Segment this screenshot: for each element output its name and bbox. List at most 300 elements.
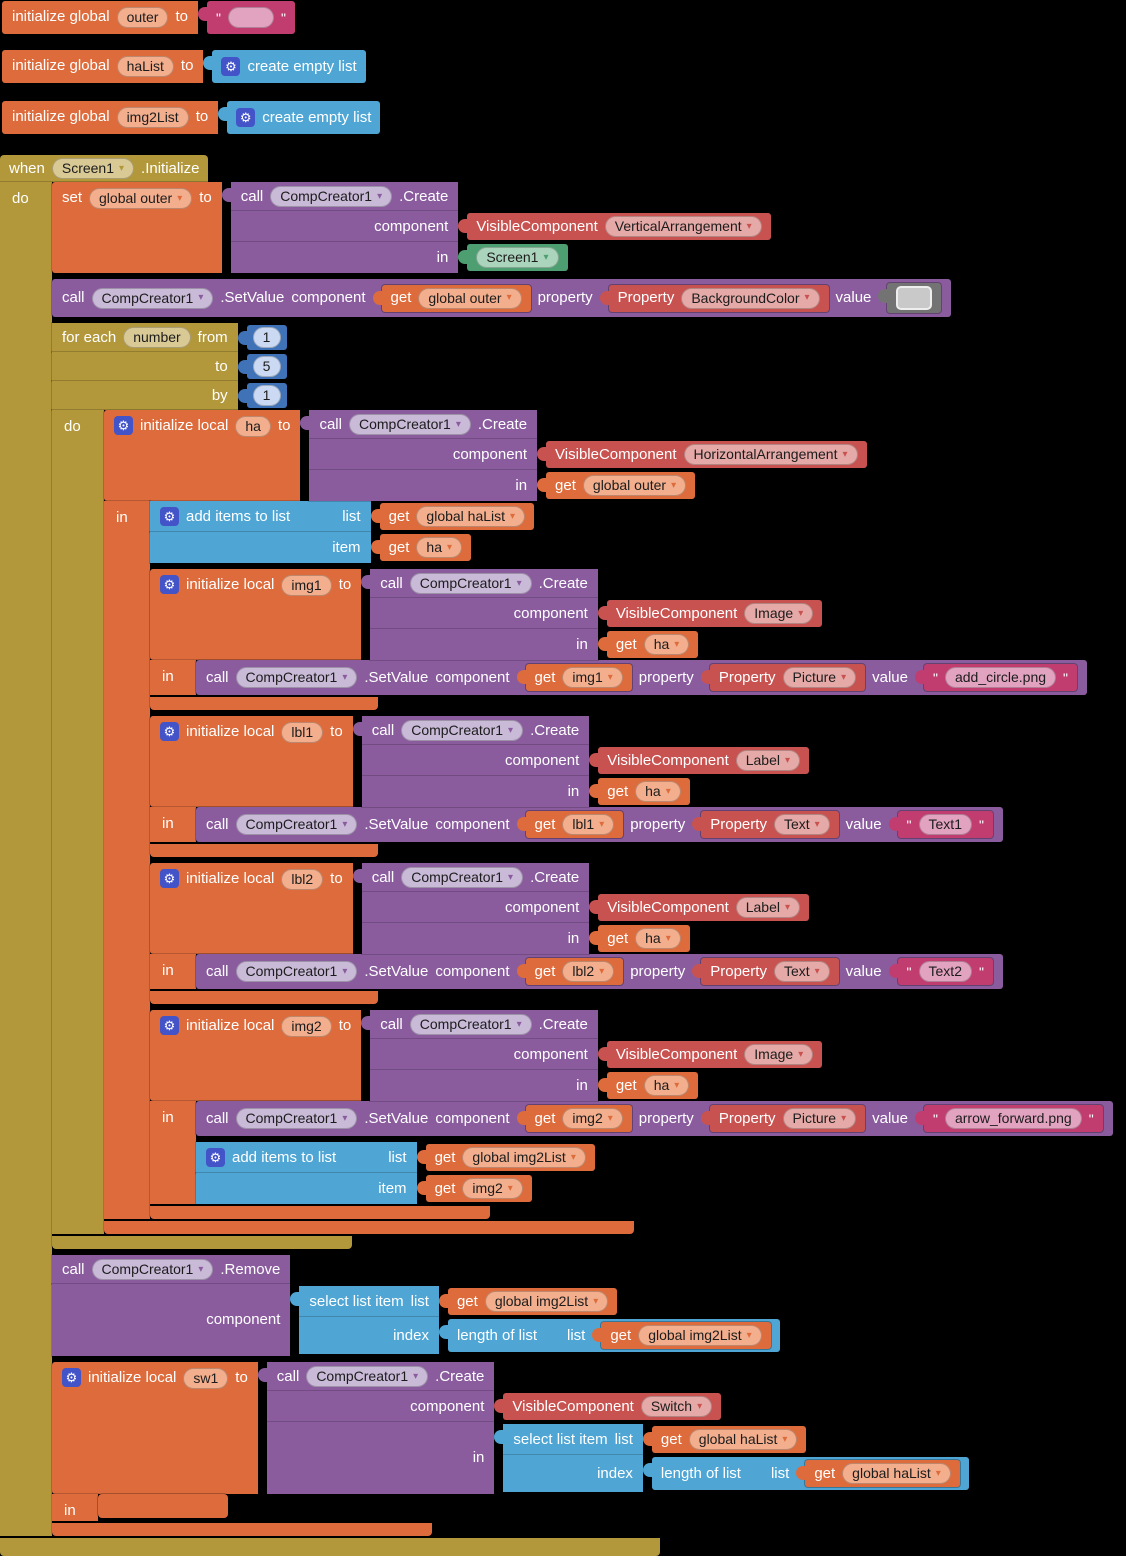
get-variable-block[interactable] bbox=[426, 1144, 595, 1171]
block-label: to bbox=[195, 108, 209, 125]
call-create-block[interactable] bbox=[362, 863, 809, 954]
arg-label: component bbox=[206, 1311, 281, 1328]
arg-label: list bbox=[388, 1148, 407, 1166]
statement-stack bbox=[98, 1494, 228, 1518]
block-label: to bbox=[338, 1017, 352, 1034]
get-variable-block[interactable] bbox=[526, 811, 624, 838]
variable-dropdown[interactable]: lbl1 ▾ bbox=[562, 814, 614, 835]
mutator-gear-icon[interactable]: ⚙ bbox=[160, 507, 179, 526]
component-dropdown[interactable]: CompCreator1 ▾ bbox=[349, 414, 471, 435]
value-socket bbox=[878, 283, 941, 313]
dropdown-arrow-icon: ▾ bbox=[377, 190, 383, 202]
dropdown-arrow-icon: ▾ bbox=[607, 671, 613, 683]
call-setvalue-block[interactable] bbox=[196, 954, 1003, 989]
arg-label: list bbox=[614, 1430, 633, 1448]
value-socket bbox=[290, 1286, 779, 1354]
value-socket bbox=[589, 925, 689, 952]
method-label: .SetValue bbox=[220, 289, 285, 306]
local-name-field[interactable]: img2 bbox=[281, 1016, 331, 1037]
local-name-field[interactable]: sw1 bbox=[183, 1368, 228, 1389]
get-variable-block[interactable] bbox=[382, 285, 531, 312]
block-label: get bbox=[615, 1076, 637, 1094]
get-variable-block[interactable] bbox=[607, 1072, 698, 1099]
block-label: get bbox=[434, 1179, 456, 1197]
variable-dropdown[interactable]: lbl2 ▾ bbox=[562, 961, 614, 982]
empty-statement-socket[interactable] bbox=[98, 1494, 228, 1518]
get-variable-block[interactable] bbox=[652, 1426, 807, 1453]
variable-dropdown[interactable]: ha ▾ bbox=[644, 1075, 690, 1096]
arg-label: list bbox=[342, 507, 361, 525]
dropdown-arrow-icon: ▾ bbox=[785, 754, 791, 766]
dropdown-arrow-icon: ▾ bbox=[455, 418, 461, 430]
arg-label: component bbox=[291, 289, 366, 306]
arg-label: list bbox=[410, 1292, 429, 1310]
block-label: get bbox=[388, 507, 410, 525]
mutator-gear-icon[interactable]: ⚙ bbox=[236, 108, 255, 127]
initialize-global-block[interactable] bbox=[2, 50, 366, 83]
variable-dropdown[interactable]: global outer ▾ bbox=[583, 475, 686, 496]
arg-label: component bbox=[435, 962, 510, 980]
dropdown-arrow-icon: ▾ bbox=[814, 818, 820, 830]
dropdown-arrow-icon: ▾ bbox=[785, 901, 791, 913]
dropdown-arrow-icon: ▾ bbox=[782, 1433, 788, 1445]
local-name-field[interactable]: ha bbox=[235, 416, 271, 437]
local-name-field[interactable]: lbl2 bbox=[281, 869, 323, 890]
value-socket bbox=[517, 1105, 632, 1132]
block-label: get bbox=[534, 815, 556, 833]
section-label-text: in bbox=[116, 509, 128, 526]
dropdown-arrow-icon: ▾ bbox=[516, 1018, 522, 1030]
value-socket bbox=[218, 101, 380, 134]
value-socket bbox=[517, 664, 632, 691]
local-name-field[interactable]: lbl1 bbox=[281, 722, 323, 743]
component-type-dropdown[interactable]: Image ▾ bbox=[744, 603, 813, 624]
block-label: initialize local bbox=[140, 417, 229, 434]
text-string-block[interactable] bbox=[207, 1, 295, 34]
initialize-local-block[interactable] bbox=[104, 410, 1113, 1234]
variable-dropdown[interactable]: img2 ▾ bbox=[562, 1108, 622, 1129]
variable-dropdown[interactable]: global img2List ▾ bbox=[638, 1325, 761, 1346]
dropdown-arrow-icon: ▾ bbox=[570, 1151, 576, 1163]
get-variable-block[interactable] bbox=[526, 958, 624, 985]
value-socket bbox=[361, 569, 822, 660]
call-create-block[interactable] bbox=[267, 1362, 969, 1494]
mutator-gear-icon[interactable]: ⚙ bbox=[160, 1016, 179, 1035]
initialize-local-block[interactable] bbox=[52, 1362, 969, 1536]
method-label: .SetValue bbox=[364, 962, 429, 980]
call-create-block[interactable] bbox=[370, 1010, 822, 1101]
get-variable-block[interactable] bbox=[601, 1322, 770, 1349]
text-string-block[interactable] bbox=[898, 958, 993, 985]
arg-label: in bbox=[576, 635, 588, 653]
property-block[interactable] bbox=[710, 664, 865, 691]
arg-label: component bbox=[435, 1109, 510, 1127]
component-type-dropdown[interactable]: Label ▾ bbox=[736, 750, 800, 771]
block-label: get bbox=[607, 929, 629, 947]
block-label: call bbox=[380, 574, 403, 592]
number-field[interactable]: 1 bbox=[253, 327, 281, 348]
dropdown-arrow-icon: ▾ bbox=[671, 479, 677, 491]
value-socket bbox=[203, 50, 365, 83]
when-header[interactable] bbox=[0, 155, 208, 182]
value-socket bbox=[373, 285, 531, 312]
get-variable-block[interactable] bbox=[598, 925, 689, 952]
property-dropdown[interactable]: Text ▾ bbox=[774, 961, 830, 982]
component-dropdown[interactable]: CompCreator1 ▾ bbox=[270, 186, 392, 207]
block-label: Property bbox=[718, 1109, 776, 1127]
length-of-list-block[interactable] bbox=[652, 1457, 969, 1490]
length-of-list-block[interactable] bbox=[448, 1319, 780, 1352]
number-field[interactable]: 5 bbox=[253, 356, 281, 377]
block-label: VisibleComponent bbox=[512, 1397, 634, 1415]
text-value-field[interactable]: Text1 bbox=[919, 814, 972, 835]
component-dropdown[interactable]: CompCreator1 ▾ bbox=[306, 1366, 428, 1387]
text-string-block[interactable] bbox=[924, 664, 1077, 691]
get-variable-block[interactable] bbox=[805, 1460, 960, 1487]
dropdown-arrow-icon: ▾ bbox=[798, 607, 804, 619]
loop-variable-field[interactable]: number bbox=[123, 327, 190, 348]
value-socket bbox=[300, 410, 866, 501]
variable-dropdown[interactable]: img1 ▾ bbox=[562, 667, 622, 688]
dropdown-arrow-icon: ▾ bbox=[413, 1370, 419, 1382]
get-variable-block[interactable] bbox=[546, 472, 695, 499]
create-empty-list-block[interactable] bbox=[227, 101, 380, 134]
dropdown-arrow-icon: ▾ bbox=[508, 724, 514, 736]
number-block[interactable] bbox=[247, 383, 287, 408]
component-type-dropdown[interactable]: Label ▾ bbox=[736, 897, 800, 918]
component-dropdown[interactable]: CompCreator1 ▾ bbox=[410, 1014, 532, 1035]
property-dropdown[interactable]: Text ▾ bbox=[774, 814, 830, 835]
number-block[interactable] bbox=[247, 325, 287, 350]
variable-dropdown[interactable]: img2 ▾ bbox=[462, 1178, 522, 1199]
block-label: Property bbox=[718, 668, 776, 686]
block-label: initialize global bbox=[12, 8, 110, 25]
variable-dropdown[interactable]: ha ▾ bbox=[635, 928, 681, 949]
variable-dropdown[interactable]: global img2List ▾ bbox=[462, 1147, 585, 1168]
text-value-field[interactable]: arrow_forward.png bbox=[945, 1108, 1082, 1129]
initialize-local-block[interactable] bbox=[150, 1010, 1113, 1219]
component-type-dropdown[interactable]: Switch ▾ bbox=[641, 1396, 712, 1417]
for-each-block[interactable] bbox=[52, 323, 1113, 1249]
dropdown-arrow-icon: ▾ bbox=[607, 1112, 613, 1124]
dropdown-arrow-icon: ▾ bbox=[665, 785, 671, 797]
component-dropdown[interactable]: CompCreator1 ▾ bbox=[236, 667, 358, 688]
arg-label: in bbox=[576, 1076, 588, 1094]
block-footer bbox=[52, 1236, 352, 1249]
block-label: to bbox=[330, 870, 343, 887]
block-label: length of list bbox=[660, 1464, 741, 1482]
arg-label: component bbox=[505, 898, 580, 916]
create-empty-list-label: create empty list bbox=[262, 108, 372, 126]
quote-mark: " bbox=[1063, 669, 1069, 686]
call-setvalue-block[interactable] bbox=[52, 279, 951, 317]
arg-label: component bbox=[513, 1045, 588, 1063]
call-remove-block[interactable] bbox=[52, 1255, 780, 1356]
component-dropdown[interactable]: CompCreator1 ▾ bbox=[401, 867, 523, 888]
visible-component-block[interactable] bbox=[467, 213, 770, 240]
initialize-global-block[interactable] bbox=[2, 101, 380, 134]
value-socket bbox=[537, 472, 695, 499]
get-variable-block[interactable] bbox=[448, 1288, 617, 1315]
block-label: call bbox=[276, 1367, 300, 1385]
mutator-gear-icon[interactable]: ⚙ bbox=[160, 722, 179, 741]
block-label: call bbox=[371, 721, 395, 739]
block-label: Property bbox=[710, 815, 767, 833]
block-label: get bbox=[434, 1148, 456, 1166]
dropdown-arrow-icon: ▾ bbox=[599, 965, 605, 977]
block-label: get bbox=[456, 1292, 478, 1310]
dropdown-arrow-icon: ▾ bbox=[841, 1112, 847, 1124]
text-value-field[interactable]: Text2 bbox=[919, 961, 972, 982]
component-dropdown[interactable]: CompCreator1 ▾ bbox=[92, 1259, 214, 1280]
component-dropdown[interactable]: CompCreator1 ▾ bbox=[236, 814, 358, 835]
value-socket bbox=[598, 1072, 698, 1099]
block-label: VisibleComponent bbox=[607, 898, 729, 916]
block-footer bbox=[150, 697, 378, 710]
local-name-field[interactable]: img1 bbox=[281, 575, 331, 596]
get-variable-block[interactable] bbox=[380, 534, 471, 561]
variable-dropdown[interactable]: ha ▾ bbox=[644, 634, 690, 655]
method-label: .SetValue bbox=[364, 668, 429, 686]
block-footer bbox=[150, 991, 378, 1004]
block-label: call bbox=[206, 815, 229, 833]
value-socket bbox=[494, 1424, 968, 1492]
block-label: get bbox=[534, 668, 556, 686]
arg-label: value bbox=[872, 1109, 908, 1127]
method-label: .Create bbox=[538, 574, 588, 592]
call-setvalue-block[interactable] bbox=[196, 807, 1003, 842]
dropdown-arrow-icon: ▾ bbox=[177, 192, 183, 204]
add-items-to-list-block[interactable] bbox=[196, 1142, 595, 1204]
property-block[interactable] bbox=[710, 1105, 865, 1132]
get-variable-block[interactable] bbox=[426, 1175, 532, 1202]
arg-label: item bbox=[378, 1179, 407, 1197]
mutator-gear-icon[interactable]: ⚙ bbox=[62, 1368, 81, 1387]
value-socket bbox=[592, 1322, 770, 1349]
statement-stack bbox=[104, 410, 1113, 1234]
initialize-local-block[interactable] bbox=[150, 863, 1003, 1004]
select-list-item-block[interactable] bbox=[299, 1286, 779, 1354]
block-label: to bbox=[338, 576, 352, 593]
property-dropdown[interactable]: Picture ▾ bbox=[783, 1108, 857, 1129]
mutator-gear-icon[interactable]: ⚙ bbox=[160, 869, 179, 888]
value-socket bbox=[439, 1288, 617, 1315]
number-block[interactable] bbox=[247, 354, 287, 379]
variable-dropdown[interactable]: global haList ▾ bbox=[689, 1429, 798, 1450]
text-value-field[interactable]: add_circle.png bbox=[945, 667, 1056, 688]
method-label: .Create bbox=[538, 1015, 588, 1033]
component-dropdown[interactable]: CompCreator1 ▾ bbox=[236, 1108, 358, 1129]
set-variable-block[interactable] bbox=[52, 182, 771, 273]
visible-component-block[interactable] bbox=[607, 1041, 822, 1068]
initialize-global-block[interactable] bbox=[2, 1, 295, 34]
call-create-block[interactable] bbox=[231, 182, 771, 273]
call-setvalue-block[interactable] bbox=[196, 660, 1087, 695]
dropdown-arrow-icon: ▾ bbox=[342, 965, 348, 977]
number-field[interactable]: 1 bbox=[253, 385, 281, 406]
dropdown-arrow-icon: ▾ bbox=[198, 1263, 204, 1275]
when-screen-initialize-block[interactable] bbox=[0, 155, 1113, 1556]
block-label: when bbox=[9, 159, 45, 177]
mutator-gear-icon[interactable]: ⚙ bbox=[221, 57, 240, 76]
create-empty-list-block[interactable] bbox=[212, 50, 365, 83]
variable-dropdown[interactable]: global img2List ▾ bbox=[485, 1291, 608, 1312]
arg-label: property bbox=[630, 815, 686, 833]
variable-dropdown[interactable]: ha ▾ bbox=[416, 537, 462, 558]
mutator-gear-icon[interactable]: ⚙ bbox=[206, 1148, 225, 1167]
call-setvalue-block[interactable] bbox=[196, 1101, 1113, 1136]
arg-label: in bbox=[567, 929, 580, 947]
section-label-text: in bbox=[64, 1502, 76, 1519]
block-label: to bbox=[175, 8, 188, 25]
value-socket bbox=[222, 182, 771, 273]
block-label: initialize local bbox=[186, 870, 275, 887]
block-label: initialize local bbox=[88, 1369, 177, 1386]
dropdown-arrow-icon: ▾ bbox=[342, 1112, 348, 1124]
section-label-text: in bbox=[162, 962, 174, 979]
component-dropdown[interactable]: CompCreator1 ▾ bbox=[236, 961, 358, 982]
text-string-block[interactable] bbox=[898, 811, 993, 838]
component-dropdown[interactable]: CompCreator1 ▾ bbox=[401, 720, 523, 741]
screen-dropdown[interactable]: Screen1 ▾ bbox=[52, 158, 134, 179]
visible-component-block[interactable] bbox=[598, 894, 809, 921]
value-socket bbox=[198, 1, 295, 34]
arg-label: index bbox=[597, 1464, 633, 1482]
method-label: .Create bbox=[530, 868, 580, 886]
variable-dropdown[interactable]: global outer ▾ bbox=[89, 188, 192, 209]
block-label: get bbox=[534, 962, 556, 980]
variable-dropdown[interactable]: ha ▾ bbox=[635, 781, 681, 802]
property-block[interactable] bbox=[701, 958, 838, 985]
screen1-component-block[interactable] bbox=[467, 244, 567, 271]
mutator-gear-icon[interactable]: ⚙ bbox=[114, 416, 133, 435]
quote-mark: " bbox=[932, 1110, 938, 1127]
block-label: VisibleComponent bbox=[615, 604, 738, 622]
component-type-dropdown[interactable]: HorizontalArrangement ▾ bbox=[684, 444, 858, 465]
get-variable-block[interactable] bbox=[607, 631, 698, 658]
get-variable-block[interactable] bbox=[526, 1105, 632, 1132]
arg-label: from bbox=[197, 328, 228, 346]
text-string-block[interactable] bbox=[924, 1105, 1103, 1132]
dropdown-arrow-icon: ▾ bbox=[935, 1467, 941, 1479]
value-socket bbox=[458, 213, 770, 240]
visible-component-block[interactable] bbox=[607, 600, 822, 627]
block-label: call bbox=[206, 668, 229, 686]
method-label: .Create bbox=[530, 721, 580, 739]
variable-dropdown[interactable]: global outer ▾ bbox=[418, 288, 521, 309]
arg-label: component bbox=[374, 217, 449, 235]
arg-label: list bbox=[567, 1326, 586, 1344]
value-socket bbox=[598, 631, 698, 658]
section-label bbox=[150, 807, 196, 842]
block-label: call bbox=[240, 187, 264, 205]
property-block[interactable] bbox=[609, 285, 829, 312]
variable-dropdown[interactable]: global haList ▾ bbox=[416, 506, 525, 527]
block-label: initialize local bbox=[186, 1017, 275, 1034]
block-label: Property bbox=[617, 289, 675, 306]
statement-stack bbox=[196, 807, 1003, 842]
arg-label: value bbox=[835, 289, 872, 306]
text-value-field[interactable] bbox=[228, 7, 274, 28]
value-socket bbox=[517, 811, 624, 838]
global-name-field[interactable]: img2List bbox=[117, 107, 189, 128]
global-name-field[interactable]: outer bbox=[117, 7, 169, 28]
value-socket bbox=[915, 1105, 1103, 1132]
call-create-block[interactable] bbox=[370, 569, 822, 660]
arg-label: component bbox=[435, 815, 510, 833]
value-socket bbox=[417, 1144, 595, 1171]
block-label: initialize local bbox=[186, 723, 275, 740]
block-label: initialize global bbox=[12, 57, 110, 74]
component-dropdown[interactable]: CompCreator1 ▾ bbox=[92, 288, 214, 309]
section-label bbox=[104, 501, 150, 1219]
dropdown-arrow-icon: ▾ bbox=[814, 965, 820, 977]
component-type-dropdown[interactable]: Image ▾ bbox=[744, 1044, 813, 1065]
color-swatch[interactable] bbox=[896, 286, 932, 310]
get-variable-block[interactable] bbox=[598, 778, 689, 805]
component-type-dropdown[interactable]: VerticalArrangement ▾ bbox=[605, 216, 762, 237]
screen-dropdown[interactable]: Screen1 ▾ bbox=[476, 247, 558, 268]
block-footer bbox=[52, 1523, 432, 1536]
block-label: get bbox=[534, 1109, 556, 1127]
property-block[interactable] bbox=[701, 811, 838, 838]
block-label: call bbox=[62, 1260, 85, 1278]
color-block[interactable] bbox=[887, 283, 941, 313]
block-label: get bbox=[388, 538, 410, 556]
event-label: .Initialize bbox=[141, 159, 200, 177]
select-list-item-block[interactable] bbox=[503, 1424, 968, 1492]
arg-label: item bbox=[332, 538, 361, 556]
initialize-local-block[interactable] bbox=[150, 716, 1003, 857]
call-create-block[interactable] bbox=[309, 410, 866, 501]
get-variable-block[interactable] bbox=[526, 664, 632, 691]
arg-label: value bbox=[845, 815, 882, 833]
global-name-field[interactable]: haList bbox=[117, 56, 174, 77]
mutator-gear-icon[interactable]: ⚙ bbox=[160, 575, 179, 594]
quote-mark: " bbox=[280, 9, 286, 26]
arg-label: component bbox=[505, 751, 580, 769]
initialize-local-block[interactable] bbox=[150, 569, 1087, 710]
quote-mark: " bbox=[978, 963, 984, 980]
visible-component-block[interactable] bbox=[503, 1393, 721, 1420]
visible-component-block[interactable] bbox=[546, 441, 866, 468]
add-items-to-list-block[interactable] bbox=[150, 501, 534, 563]
arg-label: value bbox=[845, 962, 882, 980]
arg-label: component bbox=[410, 1397, 485, 1415]
value-socket bbox=[692, 958, 838, 985]
dropdown-arrow-icon: ▾ bbox=[842, 448, 848, 460]
value-socket bbox=[353, 716, 809, 807]
visible-component-block[interactable] bbox=[598, 747, 809, 774]
call-create-block[interactable] bbox=[362, 716, 809, 807]
statement-stack bbox=[52, 182, 1113, 1536]
variable-dropdown[interactable]: global haList ▾ bbox=[842, 1463, 951, 1484]
quote-mark: " bbox=[978, 816, 984, 833]
dropdown-arrow-icon: ▾ bbox=[697, 1400, 703, 1412]
value-socket bbox=[458, 244, 567, 271]
value-socket bbox=[494, 1393, 721, 1420]
component-dropdown[interactable]: CompCreator1 ▾ bbox=[410, 573, 532, 594]
value-socket bbox=[915, 664, 1077, 691]
property-dropdown[interactable]: BackgroundColor ▾ bbox=[681, 288, 819, 309]
value-socket bbox=[889, 811, 993, 838]
get-variable-block[interactable] bbox=[380, 503, 535, 530]
value-socket bbox=[238, 383, 287, 408]
block-label: call bbox=[206, 1109, 229, 1127]
property-dropdown[interactable]: Picture ▾ bbox=[783, 667, 857, 688]
value-socket bbox=[589, 778, 689, 805]
section-label bbox=[150, 660, 196, 695]
